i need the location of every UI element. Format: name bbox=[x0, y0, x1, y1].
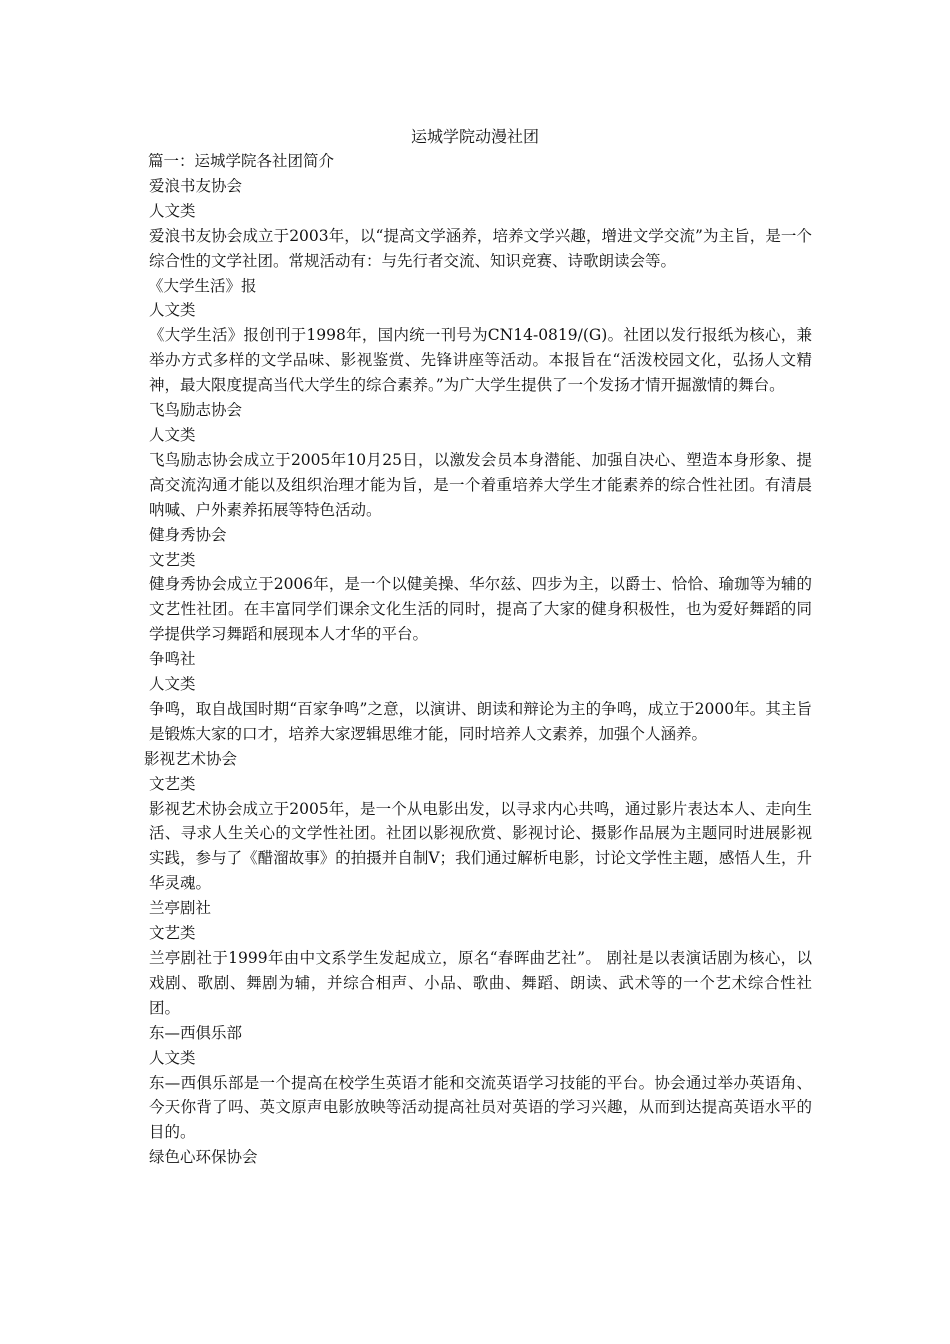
club-description: 飞鸟励志协会成立于2005年10月25日，以激发会员本身潜能、加强自决心、塑造本身形象、提高交流沟通才能以及组织治理才能为旨，是一个着重培养大学生才能素养的综合性社团。有清晨呐喊、户外素养拓展等特色活动。 bbox=[149, 450, 812, 519]
club-name: 兰亭剧社 bbox=[149, 899, 212, 918]
club-description: 影视艺术协会成立于2005年，是一个从电影出发，以寻求内心共鸣，通过影片表达本人、走向生活、寻求人生关心的文学性社团。社团以影视欣赏、影视讨论、摄影作品展为主题同时进展影视实践，参与了《醋溜故事》的拍摄并自制V；我们通过解析电影，讨论文学性主题，感悟人生，升华灵魂。 bbox=[149, 799, 812, 893]
club-name: 健身秀协会 bbox=[149, 525, 227, 544]
document-body bbox=[144, 149, 812, 1170]
club-description: 兰亭剧社于1999年由中文系学生发起成立，原名“春晖曲艺社”。 剧社是以表演话剧为核心，以戏剧、歌剧、舞剧为辅，并综合相声、小品、歌曲、舞蹈、朗读、武术等的一个艺术综合性社团。 bbox=[149, 949, 812, 1017]
club-name: 爱浪书友协会 bbox=[149, 176, 243, 195]
club-description: 《大学生活》报创刊于1998年，国内统一刊号为CN14-0819/(G)。社团以发行报纸为核心，兼举办方式多样的文学品味、影视鉴赏、先锋讲座等活动。本报旨在“活泼校园文化，弘扬人文精神，最大限度提高当代大学生的综合素养。”为广大学生提供了一个发扬才情开掘激情的舞台。 bbox=[149, 326, 812, 395]
club-name: 飞鸟励志协会 bbox=[149, 401, 243, 420]
club-category: 人文类 bbox=[149, 425, 196, 444]
club-category: 人文类 bbox=[149, 201, 196, 220]
club-name: 东—西俱乐部 bbox=[149, 1023, 243, 1042]
club-category: 人文类 bbox=[149, 1048, 196, 1067]
club-description: 健身秀协会成立于2006年，是一个以健美操、华尔兹、四步为主，以爵士、恰恰、瑜珈等为辅的文艺性社团。在丰富同学们课余文化生活的同时，提高了大家的健身积极性，也为爱好舞蹈的同学提供学习舞蹈和展现本人才华的平台。 bbox=[149, 575, 812, 644]
club-category: 文艺类 bbox=[149, 550, 196, 569]
club-description: 爱浪书友协会成立于2003年，以“提高文学涵养，培养文学兴趣，增进文学交流”为主旨，是一个综合性的文学社团。常规活动有：与先行者交流、知识竞赛、诗歌朗读会等。 bbox=[149, 226, 812, 270]
club-category: 文艺类 bbox=[149, 774, 196, 793]
club-name: 争鸣社 bbox=[149, 650, 196, 669]
club-description: 争鸣，取自战国时期“百家争鸣”之意，以演讲、朗读和辩论为主的争鸣，成立于2000年。其主旨是锻炼大家的口才，培养大家逻辑思维才能，同时培养人文素养，加强个人涵养。 bbox=[149, 699, 812, 743]
club-category: 人文类 bbox=[149, 675, 196, 694]
section-heading: 篇一：运城学院各社团简介 bbox=[148, 152, 335, 170]
document-title: 运城学院动漫社团 bbox=[410, 127, 539, 146]
club-category: 文艺类 bbox=[149, 924, 196, 943]
club-description: 东—西俱乐部是一个提高在校学生英语才能和交流英语学习技能的平台。协会通过举办英语角、今天你背了吗、英文原声电影放映等活动提高社员对英语的学习兴趣，从而到达提高英语水平的目的。 bbox=[149, 1073, 812, 1142]
club-name: 影视艺术协会 bbox=[144, 749, 238, 768]
club-category: 人文类 bbox=[149, 301, 196, 320]
club-name: 《大学生活》报 bbox=[148, 276, 257, 295]
club-name: 绿色心环保协会 bbox=[149, 1148, 258, 1167]
